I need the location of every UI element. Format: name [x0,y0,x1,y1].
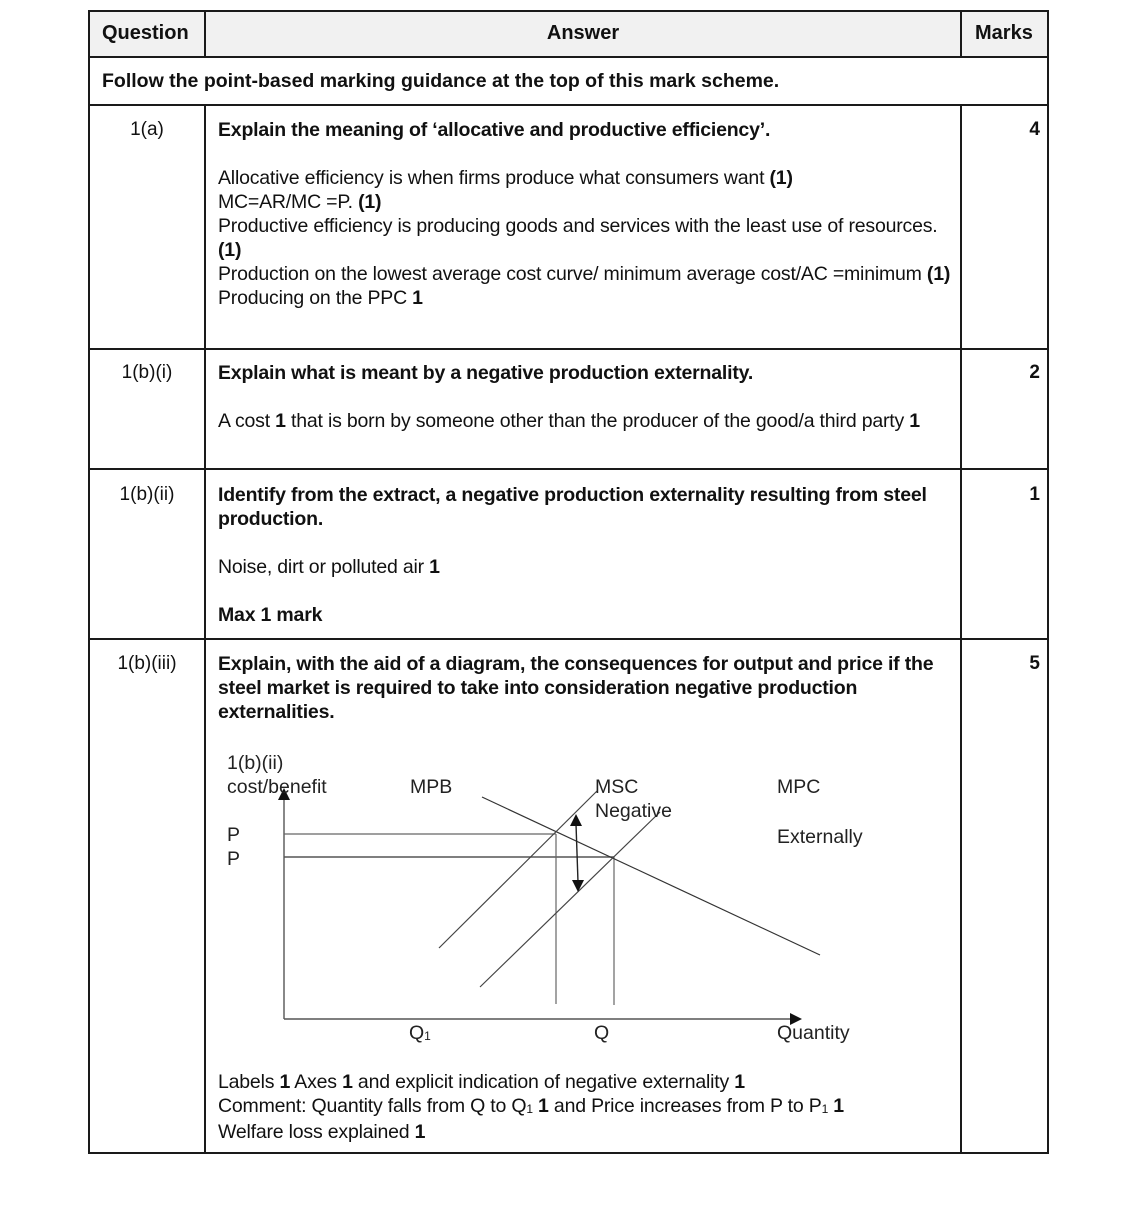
mark-award: 1 [532,1095,549,1117]
question-id-1a: 1(a) [130,119,164,140]
arrow-down-icon [572,880,584,892]
answer-criteria-1biii [218,1070,953,1144]
diagram-caption: 1(b)(ii) [227,752,284,774]
answer-text: that is born by someone other than the producer of the good/a third party [285,410,910,432]
header-marks: Marks [975,22,1033,44]
mpc-label: MPC [777,776,821,798]
mpb-label: MPB [410,776,453,798]
header-question: Question [102,22,189,44]
answer-text: A cost [218,410,276,432]
answer-text: Productive efficiency is producing goods and services with the least use of resources. [218,215,938,237]
answer-text: and Price increases from P to P [548,1095,822,1117]
question-text-1bi: Explain what is meant by a negative production externality. [218,362,754,384]
answer-line [218,1094,953,1120]
question-id-1biii: 1(b)(iii) [117,653,177,674]
marks-1bii: 1 [1029,484,1040,505]
answer-text: MC=AR/MC =P. [218,191,359,213]
answer-text: Allocative efficiency is when firms produce what consumers want [218,167,770,189]
msc-curve [439,791,597,948]
question-id-1bi: 1(b)(i) [121,362,173,383]
externally-label: Externally [777,826,863,848]
q1-text: Q [409,1022,425,1044]
mark-award: (1) [769,167,793,189]
y-axis-label: cost/benefit [227,776,327,798]
msc-label: MSC [595,776,639,798]
answer-text: Labels [218,1071,280,1093]
mark-award: (1) [218,239,242,261]
mark-award: 1 [429,556,440,578]
marking-guidance: Follow the point-based marking guidance at the top of this mark scheme. [102,70,780,92]
quantity-label-q: Q [594,1022,610,1044]
q1-subscript: 1 [424,1029,431,1043]
negative-label: Negative [595,800,672,822]
marks-1biii: 5 [1029,653,1040,674]
answer-text: Producing on the PPC [218,287,413,309]
answer-text: Welfare loss explained [218,1121,415,1143]
mark-award: 1 [734,1071,745,1093]
subscript: 1 [821,1102,829,1116]
mark-award: 1 [342,1071,353,1093]
question-text-1a: Explain the meaning of ‘allocative and productive efficiency’. [218,119,771,141]
answer-text: Noise, dirt or polluted air [218,556,430,578]
mark-award: 1 [412,287,423,309]
answer-text: Comment: Quantity falls from Q to Q [218,1095,527,1117]
mark-award: 1 [279,1071,291,1093]
answer-text: Axes [290,1071,343,1093]
mark-award: 1 [828,1095,844,1117]
price-label-p1: P [227,824,241,846]
externality-arrow [576,824,578,882]
question-text-1bii: Identify from the extract, a negative production externality resulting from steel production. [218,484,927,530]
mark-award: (1) [926,263,951,285]
mark-award: 1 [909,410,920,432]
subscript: 1 [526,1102,533,1116]
price-label-p: P [227,848,241,870]
max-mark-note: Max 1 mark [218,604,323,626]
answer-text: Production on the lowest average cost curve/ minimum average cost/AC =minimum [218,263,927,285]
marks-1bi: 2 [1029,362,1040,383]
marks-1a: 4 [1029,119,1040,140]
quantity-label-q1 [409,1022,431,1046]
header-answer: Answer [546,22,620,44]
mark-award: 1 [275,410,286,432]
mark-award: 1 [414,1121,426,1143]
mark-award: (1) [358,191,382,213]
question-text-1biii: Explain, with the aid of a diagram, the consequences for output and price if the steel market is required to take into consideration negative production externalities. [218,653,934,723]
x-axis-label: Quantity [777,1022,850,1044]
question-id-1bii: 1(b)(ii) [119,484,175,505]
answer-text: and explicit indication of negative externality [352,1071,735,1093]
answer-line [218,1120,953,1144]
answer-line [218,1070,953,1094]
